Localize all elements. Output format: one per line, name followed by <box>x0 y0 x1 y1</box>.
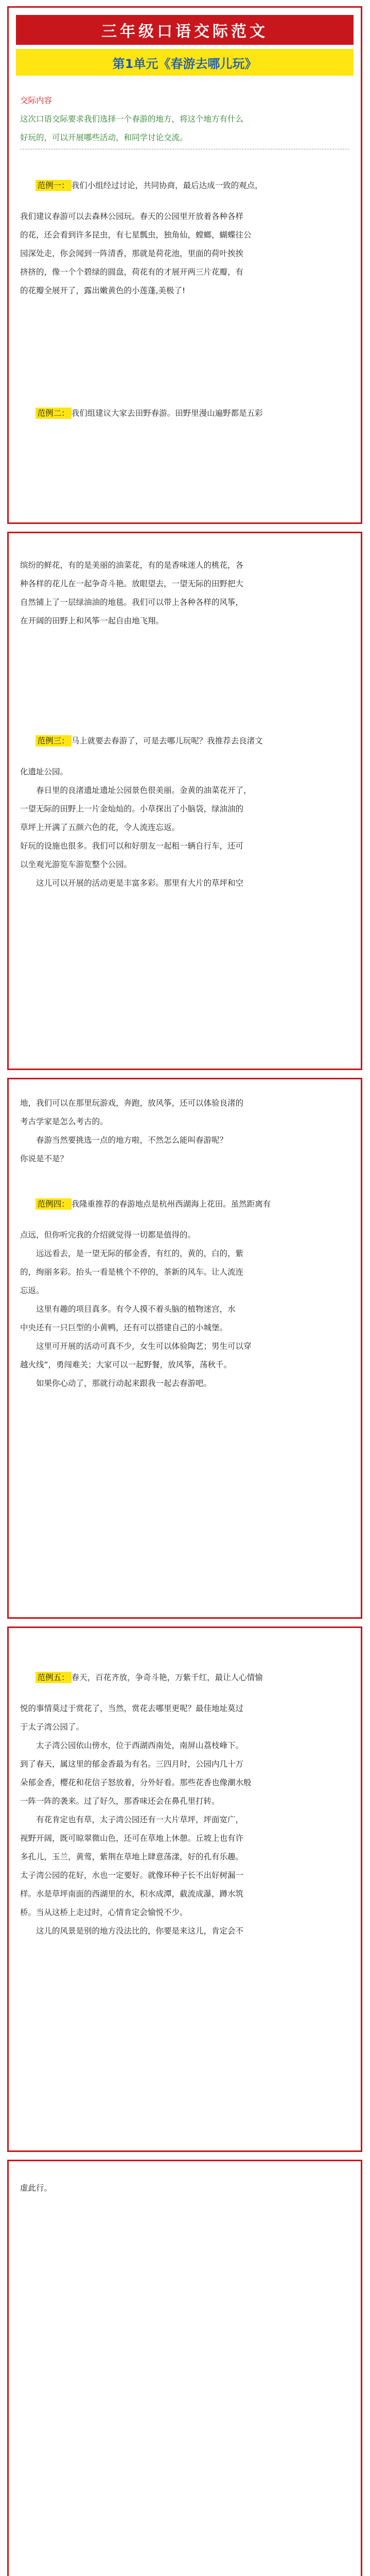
example5-line: 悦的事情莫过于赏花了，当然，赏花去哪里更呢？最佳地址莫过 <box>20 1704 244 1713</box>
example1-line: 的花瓣全展开了，露出嫩黄色的小莲蓬,美极了! <box>20 286 186 295</box>
intro-label: 交际内容 <box>20 96 52 105</box>
example1-line: 我们建议春游可以去森林公园玩。春天的公园里开放着各种各样 <box>20 212 244 221</box>
example4-line: 中央还有一只巨型的小黄鸭，还有可以搭建自己的小城堡。 <box>20 1323 228 1332</box>
example1-line-0: 范例一： 我们小组经过讨论，共同协商，最后达成一致的观点， <box>20 167 349 204</box>
example3-line: 一望无际的田野上一片金灿灿的。小草探出了小脑袋，绿油油的 <box>20 804 244 814</box>
example5-tail: 虚此行。 <box>20 2183 52 2193</box>
example1-line: 挤挤的，像一个个碧绿的圆盘，荷花有的才展开两三片花瓣，有 <box>20 267 244 277</box>
example4-line: 的，绚丽多彩。抬头一看是桃个不停的，茶新的风车。让人流连 <box>20 1267 244 1277</box>
example3-line: 地，我们可以在那里玩游戏，奔跑，放风筝，还可以体验良渚的 <box>20 1098 244 1108</box>
example3-line: 春游当然要挑选一点的地方啦，不然怎么能叫春游呢？ <box>36 1136 228 1145</box>
page-3 <box>7 1078 362 1619</box>
example3-line: 你说是不是？ <box>20 1154 68 1163</box>
example5-line: 一阵一阵的袭来。过了好久，那香味还会在鼻孔里打转。 <box>20 1797 220 1806</box>
example4-line: 这里可开展的活动可真不少，女生可以体验陶艺；男生可以穿 <box>36 1342 252 1351</box>
page-4-content <box>9 1628 361 1937</box>
example1-line: 园深处走，你会闻到一阵清香，那就是荷花池，里面的荷叶挨挨 <box>20 249 244 258</box>
example5-line: 太子湾公园依山傍水，位于西湖西南处，南屏山荔枝峰下。 <box>36 1741 244 1750</box>
example3-line: 考古学家是怎么考古的。 <box>20 1117 108 1126</box>
example5-label: 范例五： <box>36 1672 72 1683</box>
example4-line: 如果你心动了，那就行动起来跟我一起去春游吧。 <box>36 1379 212 1388</box>
example3-line: 这儿可以开展的活动更是丰富多彩。那里有大片的草坪和空 <box>36 878 244 888</box>
example4-label: 范例四： <box>36 1198 72 1210</box>
example3-line-0: 范例三： 马上就要去春游了，可是去哪儿玩呢？我推荐去良渚文 <box>20 722 349 759</box>
example5-line: 到了春天，属这里的郁金香最为有名。三四月时，公园内几十万 <box>20 1759 244 1769</box>
example1-label: 范例一： <box>36 180 72 191</box>
example1-line: 的花，还会看到许多昆虫，有七星瓢虫，独角仙，螳螂，蝴蝶往公 <box>20 230 252 240</box>
example4-line: 这里有趣的项目真多。有令人摸不着头脑的植物迷宫，水 <box>36 1304 236 1314</box>
example5-line: 朵郁金香，樱花和花信子怒放着，分外好看。那些花香也像潮水般 <box>20 1778 252 1787</box>
page-5 <box>7 2160 362 2576</box>
example2-line: 缤纷的鲜花，有的是美丽的油菜花，有的是香味迷人的桃花，各 <box>20 561 244 570</box>
page-3-content <box>9 1079 361 1389</box>
page-2-content <box>9 533 361 889</box>
page-4 <box>7 1626 362 2152</box>
page-5-content <box>9 2161 361 2194</box>
example2-line-0: 范例二： 我们组建议大家去田野春游。田野里漫山遍野都是五彩 <box>20 395 349 432</box>
example4-line-0: 范例四： 我隆重推荐的春游地点是杭州西湖海上花田。虽然距离有 <box>20 1185 349 1223</box>
example3-line: 草坪上开满了五颜六色的花，令人流连忘返。 <box>20 823 180 832</box>
example5-line: 视野开阔，既可晾翠微山色，还可在草地上休憩。丘坡上也有许 <box>20 1834 244 1843</box>
example3-line: 以坐观光游览车游览整个公园。 <box>20 860 132 869</box>
example4-line: 远远看去，是一望无际的郁金香，有红的，黄的，白的，紫 <box>36 1249 244 1258</box>
example5-line-0: 范例五： 春天，百花齐放，争奇斗艳，万紫千红，最让人心情愉 <box>20 1659 349 1696</box>
example5-line: 样。水是草坪南面的西湖里的水，积水成潭，截流成瀑，蹲水筑 <box>20 1889 244 1899</box>
example5-line: 桥。当从这桥上走过时，心情肯定会愉悦不少。 <box>20 1908 188 1917</box>
example4-line: 越火线”，勇闯难关；大家可以一起野餐，放风筝，荡秋千。 <box>20 1360 232 1369</box>
example5-line: 于太子湾公园了。 <box>20 1722 84 1732</box>
page-1 <box>7 6 362 524</box>
intro-text-2: 好玩的，可以开展哪些活动，和同学讨论交流。 <box>20 131 349 149</box>
example2-line: 在开阔的田野上和风筝一起自由地飞翔。 <box>20 616 164 625</box>
page-title: 三年级口语交际范文 <box>16 15 354 45</box>
example5-line: 有花肯定也有草，太子湾公园还有一大片草坪，坪面宽广， <box>36 1815 244 1824</box>
example5-line: 这儿的风景是别的地方没法比的，你要是来这儿，肯定会不 <box>36 1926 244 1936</box>
example2-label: 范例二： <box>36 408 72 419</box>
example5-line: 太子湾公园的花好，水也一定要好。就像环种子长不出好树漏一 <box>20 1871 244 1880</box>
example3-line: 春日里的良渚遗址遗址公园景色很美丽。金黄的油菜花开了， <box>36 786 252 795</box>
example2-line: 自然铺上了一层绿油油的地毯。我们可以带上各种各样的风筝， <box>20 598 244 607</box>
example4-line: 点远，但你听完我的介绍就觉得一切都是值得的。 <box>20 1230 196 1240</box>
unit-title: 第1单元《春游去哪儿玩》 <box>16 49 354 76</box>
page-1-content <box>9 94 361 432</box>
page-2 <box>7 532 362 1070</box>
example3-label: 范例三： <box>36 735 72 747</box>
example3-line: 好玩的设施也很多。我们可以和好朋友一起租一辆自行车，还可 <box>20 841 244 851</box>
example3-line: 化遗址公园。 <box>20 767 68 776</box>
example4-line: 忘返。 <box>20 1286 44 1295</box>
intro-text-1: 这次口语交际要求我们选择一个春游的地方，将这个地方有什么 <box>20 114 244 124</box>
example2-line: 种各样的花儿在一起争奇斗艳。放眼望去，一望无际的田野把大 <box>20 579 244 588</box>
example5-line: 多孔儿，玉兰，黄莺，紫荆在草地上肆意荡漾，好的孔有乐趣。 <box>20 1852 244 1861</box>
